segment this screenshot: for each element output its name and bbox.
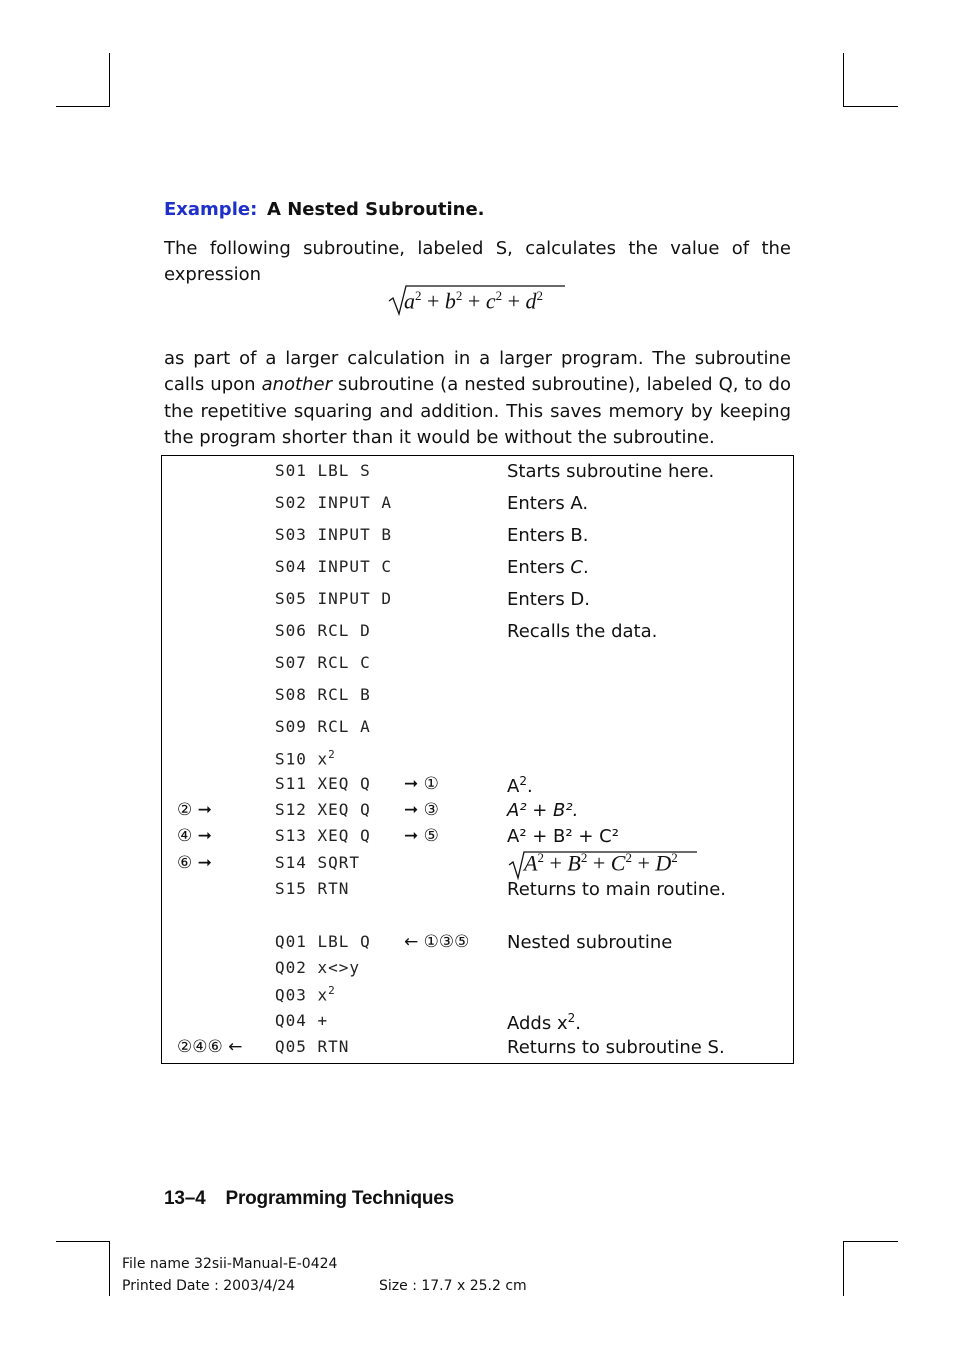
program-code: S07 RCL C [275, 653, 371, 672]
program-line [162, 589, 793, 615]
page-number: 13–4 [164, 1188, 206, 1209]
program-code: Q03 $x^2$ [275, 984, 336, 1005]
program-listing [161, 455, 794, 1064]
program-code: S11 XEQ Q [275, 774, 371, 793]
program-line [162, 748, 793, 774]
crop-mark [109, 1241, 110, 1296]
intro-paragraph: The following subroutine, labeled S, calculates the value of the expression [164, 238, 791, 286]
call-arrow-icon: ➞ ⑤ [404, 826, 439, 846]
crop-mark [56, 106, 110, 107]
program-code: S13 XEQ Q [275, 826, 371, 845]
program-desc: Enters A. [507, 493, 589, 514]
program-desc: Enters C. [507, 557, 589, 578]
program-desc: A² + B². [507, 800, 579, 821]
example-title: A Nested Subroutine. [267, 199, 485, 220]
program-desc: Returns to subroutine S. [507, 1037, 725, 1058]
program-code: S04 INPUT C [275, 557, 392, 576]
example-label: Example: [164, 199, 258, 220]
program-line [162, 932, 793, 958]
program-line [162, 984, 793, 1010]
program-code: S12 XEQ Q [275, 800, 371, 819]
program-code: Q02 x<>y [275, 958, 361, 977]
printed-date: Printed Date : 2003/4/24 [122, 1278, 296, 1294]
program-code: S02 INPUT A [275, 493, 392, 512]
crop-mark [843, 106, 898, 107]
program-line [162, 717, 793, 743]
program-code: S09 RCL A [275, 717, 371, 736]
program-line [162, 461, 793, 487]
return-arrow-icon: ②④⑥ ← [177, 1037, 243, 1057]
file-name: File name 32sii-Manual-E-0424 [122, 1256, 338, 1272]
call-arrow-icon: ➞ ③ [404, 800, 439, 820]
program-code: S03 INPUT B [275, 525, 392, 544]
return-arrow-icon: ② ➞ [177, 800, 212, 820]
program-desc: Enters B. [507, 525, 589, 546]
crop-mark [56, 1241, 110, 1242]
program-line [162, 653, 793, 679]
program-desc: Enters D. [507, 589, 590, 610]
program-desc: $A^2$. [507, 774, 533, 797]
program-line [162, 493, 793, 519]
program-desc: Recalls the data. [507, 621, 658, 642]
call-arrow-icon: ➞ ① [404, 774, 439, 794]
return-arrow-icon: ⑥ ➞ [177, 853, 212, 873]
sqrt-radicand: $A^2 + B^2 + C^2 + D^2$ [524, 850, 678, 876]
program-line [162, 800, 793, 826]
program-line [162, 621, 793, 647]
program-code: S15 RTN [275, 879, 350, 898]
program-line [162, 685, 793, 711]
crop-mark [843, 53, 844, 107]
program-line [162, 879, 793, 905]
crop-mark [843, 1241, 898, 1242]
page-footer [164, 1188, 454, 1210]
program-line [162, 525, 793, 551]
description-paragraph: as part of a larger calculation in a larger program. The subroutine calls upon another subroutine (a nested subroutine), labeled Q, to do the repetitive squaring and addition. This saves memory by keeping the program shorter than it would be without the subroutine. [164, 348, 791, 448]
return-arrow-icon: ④ ➞ [177, 826, 212, 846]
program-code: S14 SQRT [275, 853, 361, 872]
program-code: S01 LBL S [275, 461, 371, 480]
program-code: S10 $x^2$ [275, 748, 336, 769]
page-size: Size : 17.7 x 25.2 cm [379, 1278, 527, 1294]
program-line [162, 1037, 793, 1063]
formula [387, 284, 567, 318]
program-code: Q01 LBL Q [275, 932, 371, 951]
program-line [162, 958, 793, 984]
program-line [162, 774, 793, 800]
return-arrow-icon: ← ①③⑤ [404, 932, 470, 952]
program-code: Q05 RTN [275, 1037, 350, 1056]
program-line [162, 1011, 793, 1037]
sqrt-expression [507, 850, 707, 880]
crop-mark [843, 1241, 844, 1296]
formula-radicand: $a^2 + b^2 + c^2 + d^2$ [404, 288, 544, 314]
program-desc: A² + B² + C² [507, 826, 619, 847]
program-line [162, 557, 793, 583]
program-desc: Nested subroutine [507, 932, 673, 953]
program-desc: Starts subroutine here. [507, 461, 715, 482]
program-code: Q04 + [275, 1011, 329, 1030]
program-line [162, 826, 793, 852]
program-code: S05 INPUT D [275, 589, 392, 608]
program-desc: Returns to main routine. [507, 879, 727, 900]
program-code: S08 RCL B [275, 685, 371, 704]
crop-mark [109, 53, 110, 107]
program-line [162, 850, 793, 879]
example-heading [164, 199, 485, 220]
section-title: Programming Techniques [225, 1188, 455, 1209]
program-code: S06 RCL D [275, 621, 371, 640]
program-desc: Adds $x^2$. [507, 1011, 581, 1034]
